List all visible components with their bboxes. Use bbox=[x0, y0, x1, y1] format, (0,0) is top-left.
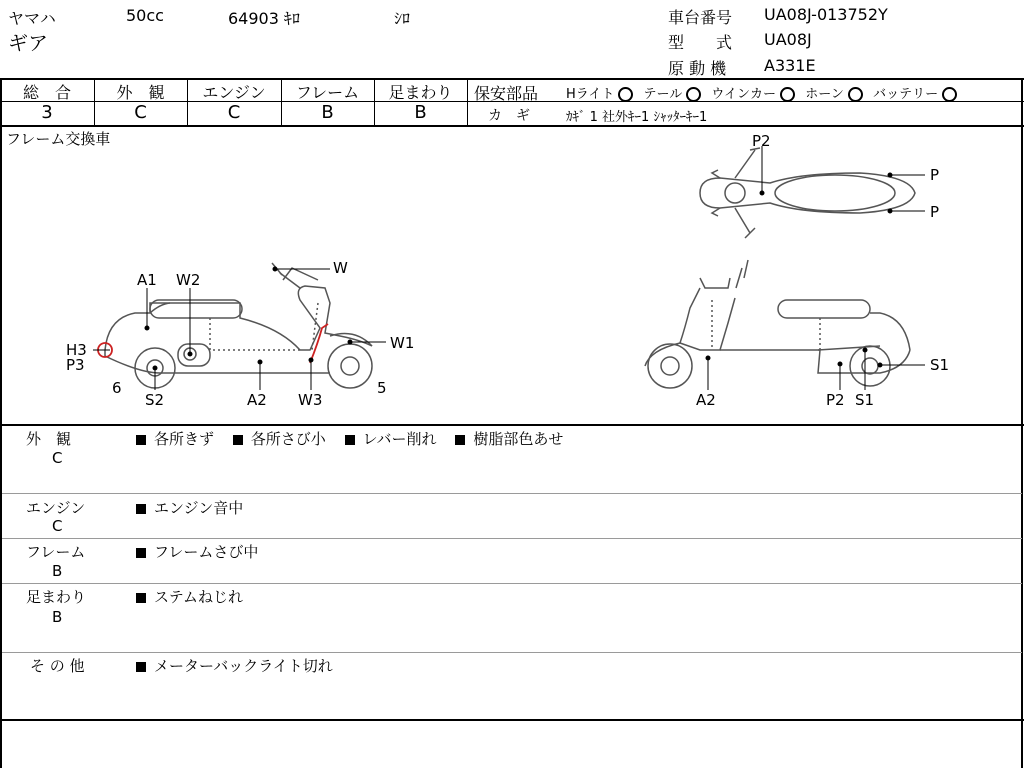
remark-item: フレームさび中 bbox=[154, 543, 259, 561]
divider bbox=[467, 79, 468, 126]
remark-items bbox=[136, 541, 272, 562]
remark-item: 各所さび小 bbox=[250, 430, 326, 448]
diagram-label: P3 bbox=[66, 356, 85, 374]
remark-item: レバー削れ bbox=[362, 430, 437, 448]
color: ｼﾛ bbox=[394, 9, 411, 28]
bullet-icon bbox=[136, 593, 146, 603]
ok-circle-icon bbox=[686, 87, 701, 102]
divider bbox=[2, 538, 1022, 539]
frame-replaced-note: フレーム交換車 bbox=[6, 130, 111, 148]
remark-category: そ の 他 bbox=[30, 657, 85, 675]
divider bbox=[0, 719, 1024, 721]
grade-value-overall: 3 bbox=[41, 102, 53, 123]
diagram-label: S2 bbox=[145, 391, 165, 409]
safety-label: 保安部品 bbox=[474, 84, 539, 103]
diagram-label: P bbox=[930, 166, 940, 184]
grade-label-overall: 総 合 bbox=[22, 83, 71, 102]
bullet-icon bbox=[345, 435, 355, 445]
remark-category: 足まわり bbox=[26, 588, 87, 606]
engine-label: 原 動 機 bbox=[668, 59, 727, 78]
type-label: 型 式 bbox=[668, 33, 733, 52]
remark-grade: B bbox=[52, 608, 63, 626]
bullet-icon bbox=[233, 435, 243, 445]
diagram-label: W3 bbox=[298, 391, 323, 409]
remark-grade: C bbox=[52, 449, 63, 467]
diagram-label: P2 bbox=[826, 391, 845, 409]
diagram-label: P bbox=[930, 203, 940, 221]
ok-circle-icon bbox=[942, 87, 957, 102]
grade-label-suspension: 足まわり bbox=[388, 83, 453, 102]
diagram-label: A2 bbox=[696, 391, 716, 409]
safety-item-tail: テール bbox=[643, 87, 683, 102]
remark-item: エンジン音中 bbox=[154, 499, 244, 517]
diagram-label: W1 bbox=[390, 334, 415, 352]
diagram-label: H3 bbox=[66, 341, 87, 359]
bullet-icon bbox=[136, 548, 146, 558]
remark-category: フレーム bbox=[26, 543, 86, 561]
grade-label-engine: エンジン bbox=[202, 83, 266, 102]
remark-grade: B bbox=[52, 562, 63, 580]
diagram-label: P2 bbox=[752, 132, 771, 150]
diagram-label: A2 bbox=[247, 391, 267, 409]
remark-item: 各所きず bbox=[154, 430, 215, 448]
remark-item: メーターバックライト切れ bbox=[154, 657, 333, 675]
key-value: ｶｷﾞ 1 社外ｷｰ1 ｼｬｯﾀｰｷｰ1 bbox=[566, 110, 708, 125]
diagram-label: A1 bbox=[137, 271, 157, 289]
safety-row bbox=[474, 81, 538, 104]
bullet-icon bbox=[136, 504, 146, 514]
divider bbox=[2, 583, 1022, 584]
displacement: 50cc bbox=[126, 6, 164, 25]
scooter-top bbox=[700, 148, 915, 238]
safety-item-winker: ウインカー bbox=[711, 87, 777, 102]
remark-items bbox=[136, 428, 577, 449]
model-name: ギア bbox=[8, 31, 48, 55]
remark-items bbox=[136, 497, 257, 518]
grade-value-exterior: C bbox=[134, 102, 147, 123]
grade-label-frame: フレーム bbox=[295, 83, 360, 102]
grade-value-frame: B bbox=[321, 102, 334, 123]
diagram-label: 6 bbox=[112, 379, 122, 397]
diagram-label: S1 bbox=[855, 391, 875, 409]
bullet-icon bbox=[136, 662, 146, 672]
ok-circle-icon bbox=[618, 87, 633, 102]
ok-circle-icon bbox=[848, 87, 863, 102]
grade-value-suspension: B bbox=[414, 102, 427, 123]
divider bbox=[2, 493, 1022, 494]
grade-value-engine: C bbox=[227, 102, 241, 123]
maker: ヤマハ bbox=[8, 9, 56, 28]
remark-category: 外 観 bbox=[26, 430, 72, 448]
mileage: 64903 ｷﾛ bbox=[228, 9, 300, 28]
diagram-label: 5 bbox=[377, 379, 387, 397]
key-label: カ ギ bbox=[488, 108, 530, 124]
remark-items bbox=[136, 586, 257, 607]
ok-circle-icon bbox=[780, 87, 795, 102]
remark-item: ステムねじれ bbox=[154, 588, 243, 606]
bullet-icon bbox=[455, 435, 465, 445]
remark-items bbox=[136, 655, 347, 676]
engine-value: A331E bbox=[764, 56, 816, 75]
diagram-label: S1 bbox=[930, 356, 950, 374]
safety-item-battery: バッテリー bbox=[873, 87, 939, 102]
diagram-label: W bbox=[333, 259, 348, 277]
frame-no-label: 車台番号 bbox=[668, 8, 733, 27]
safety-item-horn: ホーン bbox=[805, 87, 844, 102]
safety-item-headlight: Hライト bbox=[566, 87, 615, 102]
scooter-side-right bbox=[645, 260, 910, 388]
divider bbox=[2, 652, 1022, 653]
type-value: UA08J bbox=[764, 30, 812, 49]
divider bbox=[0, 125, 1024, 127]
bullet-icon bbox=[136, 435, 146, 445]
divider bbox=[0, 424, 1024, 426]
remark-grade: C bbox=[52, 517, 63, 535]
remark-category: エンジン bbox=[26, 499, 86, 517]
diagram-label: W2 bbox=[176, 271, 201, 289]
safety-items bbox=[566, 83, 963, 102]
remark-item: 樹脂部色あせ bbox=[473, 430, 564, 448]
grade-label-exterior: 外 観 bbox=[116, 83, 165, 102]
frame-no: UA08J-013752Y bbox=[764, 5, 888, 24]
